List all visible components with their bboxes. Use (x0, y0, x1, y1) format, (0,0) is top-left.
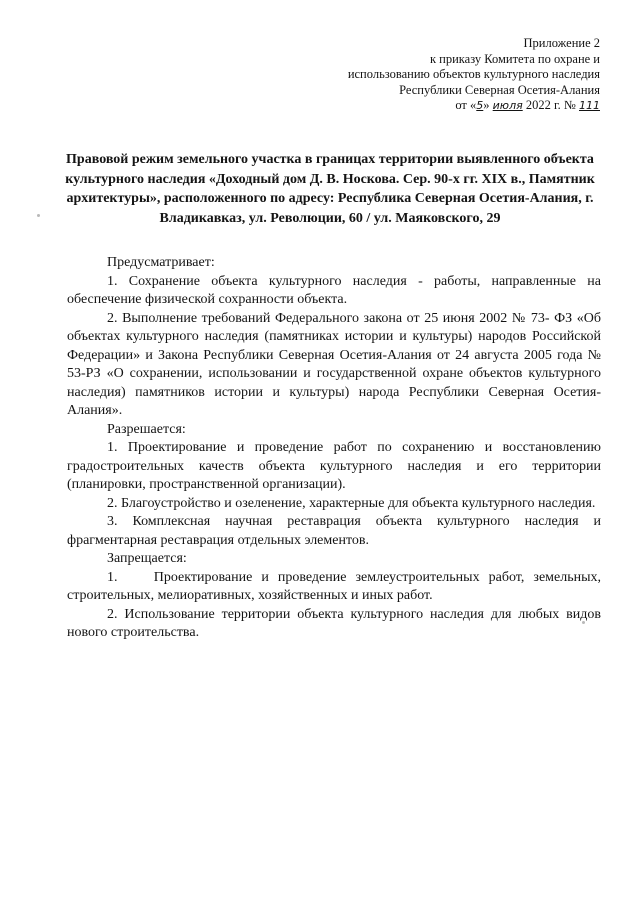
scan-speck (37, 214, 40, 217)
allowed-item-1: 1. Проектирование и проведение работ по сохранению и восстановлению градостроительных качеств объекта культурного наследия и его территории (планировки, пространственной организации). (67, 440, 601, 492)
committee-name-line: использованию объектов культурного наследия (347, 67, 600, 81)
order-reference-line: к приказу Комитета по охране и (429, 51, 600, 66)
handwritten-order-number: 111 (579, 99, 600, 112)
document-body (67, 254, 605, 643)
allowed-item-3: 3. Комплексная научная реставрация объекта культурного наследия и фрагментарная реставрация отдельных элементов. (67, 514, 601, 548)
handwritten-month: июля (492, 99, 523, 112)
appendix-number: Приложение 2 (523, 36, 600, 50)
date-mid: » (483, 98, 490, 112)
forbidden-item-2: 2. Использование территории объекта культурного наследия для любых видов нового строительства. (67, 606, 601, 640)
allowed-heading: Разрешается: (107, 421, 186, 437)
republic-name-line: Республики Северная Осетия-Алания (399, 82, 600, 97)
appendix-header (300, 36, 600, 114)
provides-item-1: 1. Сохранение объекта культурного наследия - работы, направленные на обеспечение физической сохранности объекта. (67, 273, 601, 307)
date-prefix: от « (455, 98, 477, 112)
provides-item-2: 2. Выполнение требований Федерального закона от 25 июня 2002 № 73- ФЗ «Об объектах культурного наследия (памятниках истории и культуры) народов Российской Федерации» и Закона Республики Северная Осетия-Алания от 24 августа 2005 года № 53-РЗ «О сохранении, использовании и государственной охране объектов культурного наследия) памятников истории и культуры) народа Республики Северная Осетия-Алания». (67, 310, 601, 418)
scan-speck (582, 621, 585, 624)
forbidden-heading: Запрещается: (107, 551, 187, 566)
handwritten-day: 5 (476, 99, 484, 112)
document-title: Правовой режим земельного участка в границах территории выявленного объекта культурного наследия «Доходный дом Д. В. Носкова. Сер. 90-х гг. XIX в., Памятник архитектуры», расположенного по адресу: Республика Северная Осетия-Алания, г. Владикавказ, ул. Революции, 60 / ул. Маяковского, 29 (65, 152, 595, 226)
provides-heading: Предусматривает: (107, 255, 215, 270)
forbidden-item-1: 1. Проектирование и проведение землеустроительных работ, земельных, строительных, мелиоративных, хозяйственных и иных работ. (67, 569, 605, 603)
allowed-item-2: 2. Благоустройство и озеленение, характерные для объекта культурного наследия. (107, 495, 596, 511)
date-year: 2022 г. № (525, 98, 576, 112)
order-date-line (300, 98, 600, 114)
